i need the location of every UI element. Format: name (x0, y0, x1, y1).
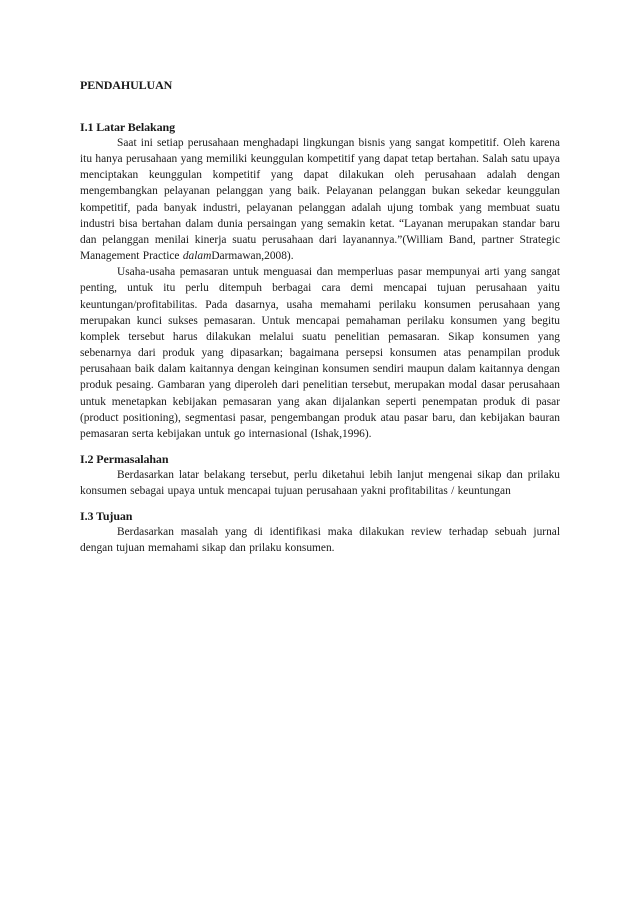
section-permasalahan (80, 452, 560, 499)
paragraph (80, 135, 560, 264)
section-heading: I.2 Permasalahan (80, 451, 169, 466)
section-heading: I.1 Latar Belakang (80, 120, 175, 134)
section-latar-belakang (80, 120, 560, 442)
paragraph-italic-text: dalam (182, 250, 212, 263)
section-heading: I.3 Tujuan (80, 509, 133, 524)
paragraph: Berdasarkan masalah yang di identifikasi maka dilakukan review terhadap sebuah jurnal dengan tujuan memahami sikap dan prilaku konsumen. (80, 526, 560, 555)
section-tujuan (80, 509, 560, 556)
document-title: PENDAHULUAN (80, 78, 173, 92)
paragraph-text: Saat ini setiap perusahaan menghadapi lingkungan bisnis yang sangat kompetitif. Oleh karena itu hanya perusahaan yang memiliki keunggulan kompetitif yang dapat tetap bertahan. Salah satu upaya menciptakan keunggulan kompetitif yang dapat dilakukan oleh perusahaan adalah dengan mengembangkan pelayanan pelanggan yang baik. Pelayanan pelanggan bukan sekedar keunggulan kompetitif, pada banyak industri, pelayanan pelanggan adalah ujung tombak yang membuat suatu industri bisa bertahan dalam dunia persaingan yang semakin ketat. “Layanan merupakan standar baru dan pelanggan menilai kinerja suatu perusahaan dari layanannya.”(William Band, partner Strategic Management Practice (80, 137, 560, 263)
paragraph: Berdasarkan latar belakang tersebut, perlu diketahui lebih lanjut mengenai sikap dan prilaku konsumen sebagai upaya untuk mencapai tujuan perusahaan yakni profitabilitas / keuntungan (80, 468, 560, 498)
paragraph: Usaha-usaha pemasaran untuk menguasai dan memperluas pasar mempunyai arti yang sangat penting, untuk itu perlu ditempuh berbagai cara demi mencapai tujuan perusahaan yaitu keuntungan/profitabilitas. Pada dasarnya, usaha memahami perilaku konsumen perusahaan yang merupakan kunci sukses pemasaran. Untuk mencapai pemahaman perilaku konsumen yang begitu komplek tersebut harus dilakukan melalui suatu penelitian pemasaran. Sikap konsumen yang sebenarnya dari produk yang dipasarkan; bagaimana persepsi konsumen atas penampilan produk perusahaan baik dalam kaitannya dengan keinginan konsumen sendiri maupun dalam kaitannya dengan produk pesaing. Gambaran yang diperoleh dari penelitian tersebut, merupakan modal dasar perusahaan untuk menetapkan kebijakan pemasaran yang akan dijalankan seperti penempatan produk di pasar (product positioning), segmentasi pasar, pengembangan produk atau pasar baru, dan kebijakan bauran pemasaran serta kebijakan untuk go internasional (Ishak,1996). (80, 266, 560, 440)
paragraph-tail-text: Darmawan,2008). (211, 250, 294, 263)
document-page (80, 78, 560, 567)
